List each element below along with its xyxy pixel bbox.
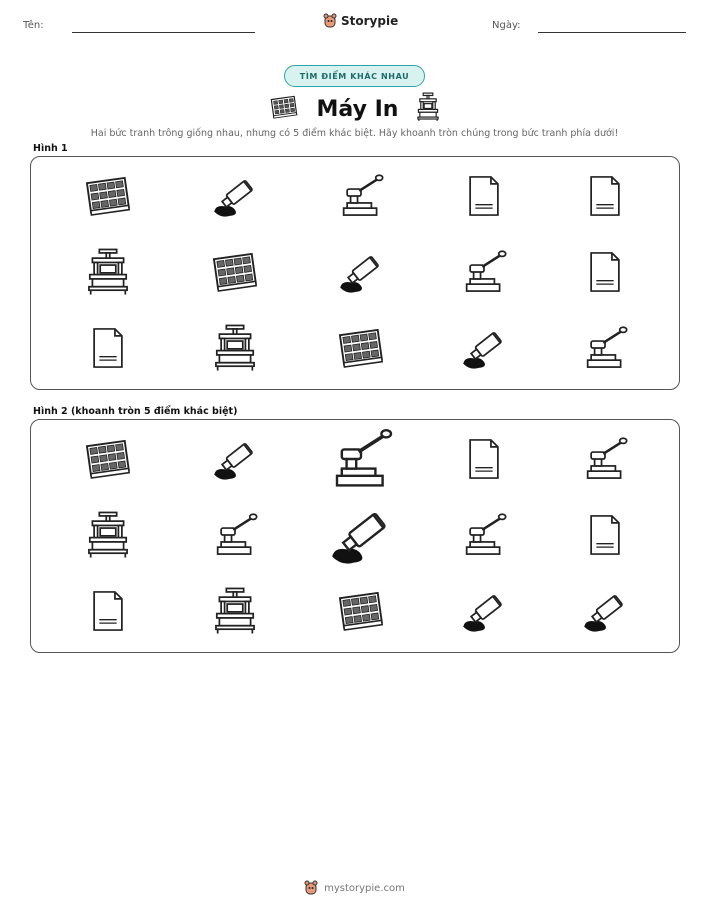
paper-sheet-icon[interactable] <box>82 585 134 637</box>
type-tray-icon[interactable] <box>209 246 261 298</box>
picture1-label: Hình 1 <box>33 143 68 154</box>
footer-url: mystorypie.com <box>324 882 405 894</box>
type-tray-icon <box>269 95 299 123</box>
name-field[interactable] <box>72 32 255 33</box>
embosser-icon[interactable] <box>209 509 261 561</box>
brand-logo <box>323 13 398 29</box>
embosser-icon[interactable] <box>579 322 631 374</box>
footer <box>0 880 709 896</box>
embosser-icon[interactable] <box>458 509 510 561</box>
embosser-icon[interactable] <box>458 246 510 298</box>
date-field[interactable] <box>538 32 686 33</box>
type-tray-icon[interactable] <box>82 170 134 222</box>
embosser-icon[interactable] <box>335 170 387 222</box>
type-tray-icon[interactable] <box>335 585 387 637</box>
printing-press-icon[interactable] <box>209 585 261 637</box>
ink-tube-icon[interactable] <box>335 246 387 298</box>
paper-sheet-icon[interactable] <box>579 509 631 561</box>
printing-press-icon <box>416 92 440 126</box>
ink-tube-icon[interactable] <box>458 585 510 637</box>
activity-badge: TÌM ĐIỂM KHÁC NHAU <box>284 65 425 87</box>
ink-tube-icon[interactable] <box>209 170 261 222</box>
storypie-mascot-icon <box>323 13 337 29</box>
paper-sheet-icon[interactable] <box>579 246 631 298</box>
printing-press-icon[interactable] <box>209 322 261 374</box>
ink-tube-icon[interactable] <box>209 433 261 485</box>
ink-tube-icon[interactable] <box>325 499 397 571</box>
ink-tube-icon[interactable] <box>458 322 510 374</box>
instructions: Hai bức tranh trông giống nhau, nhưng có 5 điểm khác biệt. Hãy khoanh tròn chúng trong bức tranh phía dưới! <box>90 128 619 139</box>
paper-sheet-icon[interactable] <box>458 433 510 485</box>
picture2-label: Hình 2 (khoanh tròn 5 điểm khác biệt) <box>33 406 238 417</box>
printing-press-icon[interactable] <box>82 509 134 561</box>
brand-name: Storypie <box>341 14 399 28</box>
storypie-mascot-icon <box>304 880 318 896</box>
ink-tube-icon[interactable] <box>579 585 631 637</box>
embosser-icon[interactable] <box>325 423 397 495</box>
type-tray-icon[interactable] <box>82 433 134 485</box>
paper-sheet-icon[interactable] <box>579 170 631 222</box>
printing-press-icon[interactable] <box>82 246 134 298</box>
title-row <box>0 92 709 126</box>
page-title: Máy In <box>316 96 399 122</box>
paper-sheet-icon[interactable] <box>458 170 510 222</box>
paper-sheet-icon[interactable] <box>82 322 134 374</box>
type-tray-icon[interactable] <box>335 322 387 374</box>
name-label: Tên: <box>23 20 44 31</box>
date-label: Ngày: <box>492 20 521 31</box>
embosser-icon[interactable] <box>579 433 631 485</box>
